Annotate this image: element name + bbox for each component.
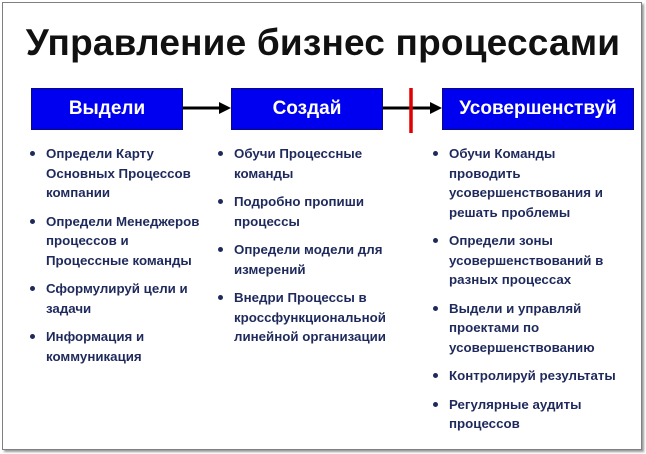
list-item: Регулярные аудиты процессов [433,395,628,434]
list-item: Сформулируй цели и задачи [30,279,205,318]
list-item: Информация и коммуникация [30,327,205,366]
step-box-create [231,88,383,130]
list-item: Подробно пропиши процессы [218,192,408,231]
list-item: Выдели и управляй проектами по усовершенствованию [433,299,628,358]
step-box-identify [31,88,183,130]
list-item: Определи зоны усовершенствований в разных процессах [433,231,628,290]
list-item: Определи модели для измерений [218,240,408,279]
list-item: Внедри Процессы в кроссфункциональной линейной организации [218,288,408,347]
step-items-identify [30,144,205,375]
list-item: Определи Карту Основных Процессов компании [30,144,205,203]
step-box-improve [442,88,634,130]
step-label: Усовершенствуй [459,98,617,119]
list-item: Определи Менеджеров процессов и Процессные команды [30,212,205,271]
list-item: Обучи Команды проводить усовершенствования и решать проблемы [433,144,628,222]
page-title: Управление бизнес процессами [25,22,621,63]
list-item: Контролируй результаты [433,366,628,386]
list-item: Обучи Процессные команды [218,144,408,183]
step-label: Выдели [68,98,146,119]
step-label: Создай [272,98,342,119]
step-items-create [218,144,408,356]
step-items-improve [433,144,628,443]
